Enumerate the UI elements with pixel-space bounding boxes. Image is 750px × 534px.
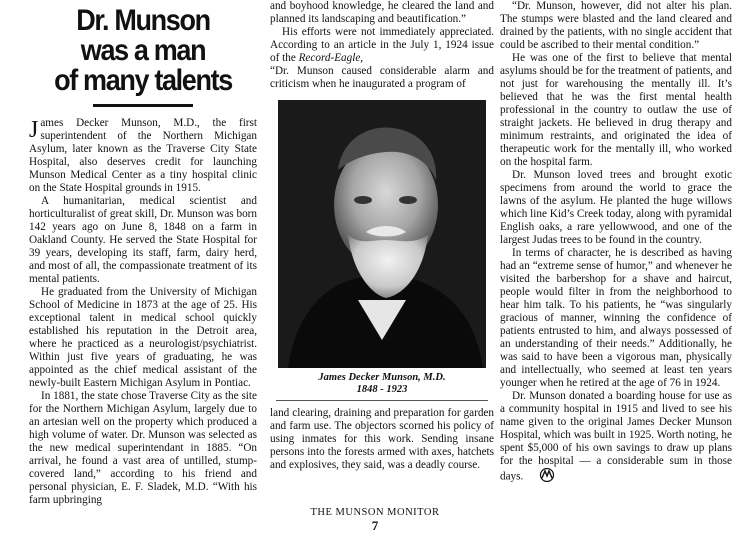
article-column-3: [500, 0, 732, 486]
caption-name: James Decker Munson, M.D.: [318, 372, 446, 383]
paragraph: and boyhood knowledge, he cleared the land and planned its landscaping and beautification.”: [270, 0, 494, 25]
paragraph: Dr. Munson loved trees and brought exotic specimens from around the world to grace the lawns of the asylum. He planted the huge willows which line Kid’s Creek today, along with pyramidal English oaks, a rare yellowwood, and one of the largest Judas trees to be found in the country.: [500, 169, 732, 246]
caption-years: 1848 - 1923: [356, 384, 408, 395]
paragraph: [270, 26, 494, 65]
newspaper-title: Record-Eagle,: [298, 52, 364, 64]
paragraph-text: Dr. Munson donated a boarding house for use as a community hospital in 1915 and lived to see his name given to the original James Decker Munson Hospital, which was built in 1925. Worth noting, he spent $5,000 of his own savings to draw up plans for the hospital — a considerable sum in those days.: [500, 390, 732, 483]
drop-cap: J: [29, 117, 39, 143]
paragraph: A humanitarian, medical scientist and horticulturalist of great skill, Dr. Munson was born 142 years ago on June 8, 1848 on a farm in Oakland County. He served the State Hospital for 39 years, developing its staff, farm, dairy herd, and most of all, the compassionate treatment of its mental patients.: [29, 195, 257, 285]
portrait-photo: [278, 100, 486, 368]
headline-line-3: of many talents: [54, 64, 232, 97]
headline-line-1: Dr. Munson: [76, 4, 210, 37]
article-column-1: [29, 0, 257, 507]
paragraph: land clearing, draining and preparation for garden and farm use. The objectors scorned his policy of using inmates for this work. Sending insane persons into the forests armed with axes, hatchets and explosives, they said, was a deadly course.: [270, 407, 494, 471]
paragraph: [29, 117, 257, 195]
paragraph: “Dr. Munson caused considerable alarm and criticism when he inaugurated a program of: [270, 65, 494, 90]
portrait-illustration: [278, 100, 486, 368]
publication-name: THE MUNSON MONITOR: [310, 507, 440, 518]
caption-rule: [276, 400, 488, 401]
headline-rule: [93, 104, 193, 107]
headline: [40, 6, 245, 96]
headline-line-2: was a man: [80, 34, 206, 67]
paragraph: He was one of the first to believe that mental asylums should be for the treatment of patients, and not just for warehousing the mentally ill. It’s believed that he was the first mental health professional in the country to outlaw the use of straight jackets. He believed in drug therapy and minimum restraints, and originated the idea of therapeutic work for the mentally ill, who worked on the hospital farm.: [500, 52, 732, 168]
page-number: 7: [371, 518, 379, 533]
paragraph: [500, 390, 732, 486]
article-column-2: [270, 0, 494, 472]
paragraph-text: ames Decker Munson, M.D., the first superintendent of the Northern Michigan Asylum, later known as the Traverse City State Hospital, also deserves credit for launching Munson Medical Center as a tiny hospital clinic on the State Hospital grounds in 1915.: [29, 117, 257, 194]
paragraph: “Dr. Munson, however, did not alter his plan. The stumps were blasted and the land cleared and drained by the patients, with no single accident that could be ascribed to their mental condition.”: [500, 0, 732, 51]
paragraph: In 1881, the state chose Traverse City as the site for the Northern Michigan Asylum, largely due to an artesian well on the property which produced a high volume of water. Dr. Munson was selected as the new medical superintendant in 1885. “On arrival, he found a vast area of untilled, stump-covered land,” according to his friend and personal physician, E. F. Sladek, M.D. “With his farm upbringing: [29, 390, 257, 506]
paragraph: In terms of character, he is described as having had an “extreme sense of humor,” and whenever he visited the barbershop for a shave and haircut, people would filter in from the neighborhood to hear him talk. To his patients, he “was singularly gracious of manner, winning the confidence of patients entrusted to him, and always possessed of an understanding of their needs.” Additionally, he was said to have been a vigorous man, physically and intellectually, who seemed at least ten years younger when he retired at the age of 76 in 1924.: [500, 247, 732, 389]
munson-logo-icon: [526, 468, 556, 486]
paragraph: He graduated from the University of Michigan School of Medicine in 1873 at the age of 25. His exceptional talent in medical school quickly established his reputation in the Detroit area, where he practiced as a neurologist/psychiatrist. Within just five years of graduating, he was appointed as the chief medical assistant of the newly-built Eastern Michigan Asylum in Pontiac.: [29, 286, 257, 389]
paragraph-text: His efforts were not immediately appreciated. According to an article in the July 1, 1924 issue of the: [270, 26, 494, 64]
photo-caption: [270, 372, 494, 396]
